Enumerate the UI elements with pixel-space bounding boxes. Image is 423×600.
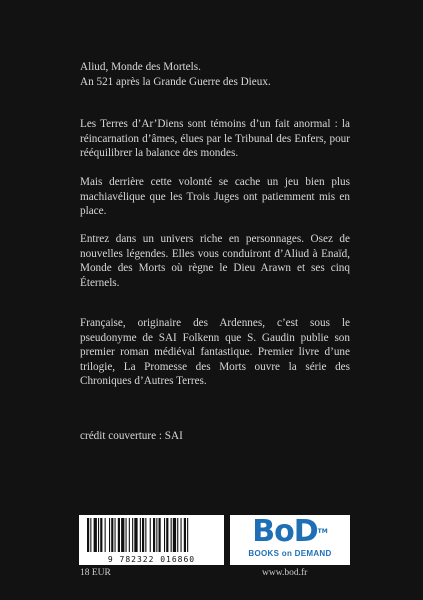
bod-tagline: BOOKS on DEMAND xyxy=(248,549,332,558)
barcode-bar xyxy=(153,518,155,552)
barcode-bar xyxy=(156,518,157,552)
publisher-website[interactable]: www.bod.fr xyxy=(262,568,308,578)
year-line: An 521 après la Grande Guerre des Dieux. xyxy=(80,76,271,88)
barcode-bar xyxy=(140,518,141,552)
barcode-bar xyxy=(109,518,110,552)
synopsis-paragraph-2: Mais derrière cette volonté se cache un jeu bien plus machiavélique que les Trois Juges ont patiemment mis en place. xyxy=(80,176,350,218)
barcode-bar xyxy=(181,518,182,552)
barcode-bar xyxy=(121,518,124,552)
barcode-bar xyxy=(118,518,120,552)
barcode-bar xyxy=(132,518,133,552)
barcode-bar xyxy=(87,518,89,552)
barcode-bar xyxy=(159,518,161,552)
synopsis-paragraph-1: Les Terres d’Ar’Diens sont témoins d’un fait anormal : la réincarnation d’âmes, élues par le Tribunal des Enfers, pour rééquilibrer la balance des mondes. xyxy=(80,118,350,160)
barcode-bar xyxy=(90,518,91,552)
barcode-bar xyxy=(150,518,151,552)
barcode-bar xyxy=(177,518,178,552)
setting-header xyxy=(80,60,350,90)
barcode-bar xyxy=(126,518,127,552)
author-bio: Française, originaire des Ardennes, c’est sous le pseudonyme de SAI Folkenn que S. Gaudin publie son premier roman médiéval fantastique. Premier livre d’une trilogie, La Promesse des Morts ouvre la série des Chroniques d’Autres Terres. xyxy=(80,317,350,388)
barcode-bar xyxy=(187,518,188,552)
world-line: Aliud, Monde des Mortels. xyxy=(80,61,201,73)
barcode-bar xyxy=(105,518,106,552)
barcode-bar xyxy=(94,518,97,552)
barcode-bar xyxy=(142,518,144,552)
barcode-bar xyxy=(171,518,172,552)
barcode-bar xyxy=(98,518,99,552)
barcode-bar xyxy=(134,518,137,552)
isbn-number: 9 782322 016860 xyxy=(107,555,196,564)
barcode-bar xyxy=(115,518,116,552)
barcode-bars xyxy=(79,515,224,555)
publisher-logo xyxy=(230,515,350,565)
cover-credit: crédit couverture : SAI xyxy=(80,430,183,442)
price-label: 18 EUR xyxy=(80,568,111,578)
barcode-bar xyxy=(173,518,176,552)
barcode-bar xyxy=(100,518,102,552)
isbn-barcode xyxy=(79,515,224,565)
teaser-paragraph: Entrez dans un univers riche en personnages. Osez de nouvelles légendes. Elles vous conduiront d’Aliud à Enaïd, Monde des Morts où règne le Dieu Arawn et ses cinq Éternels. xyxy=(80,233,350,289)
bod-logo-mark: BoD™ xyxy=(252,514,328,549)
barcode-bar xyxy=(111,518,113,552)
barcode-bar xyxy=(129,518,130,552)
barcode-bar xyxy=(184,518,186,552)
barcode-bar xyxy=(166,518,168,552)
barcode-bar xyxy=(164,518,165,552)
barcode-bar xyxy=(145,518,146,552)
